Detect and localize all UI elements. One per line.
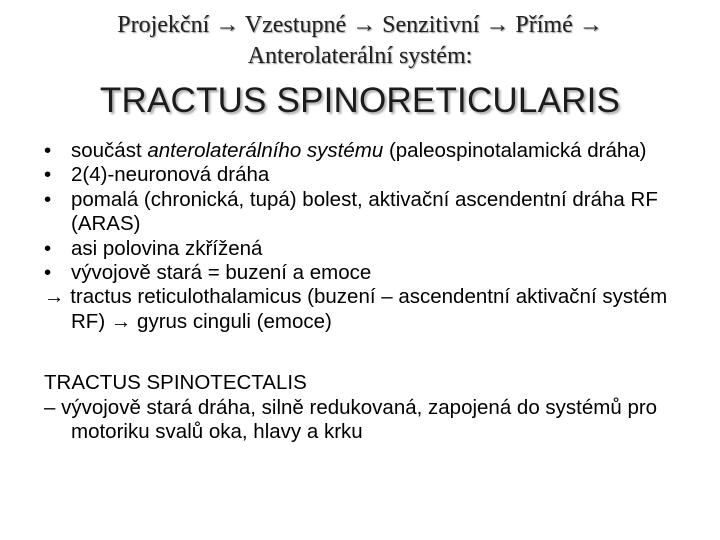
bullet-text-suffix: (paleospinotalamická dráha) xyxy=(383,139,647,162)
bullet-dot: • xyxy=(44,187,52,211)
bullet-item xyxy=(44,237,704,261)
subtitle-line-2: Anterolaterální systém: xyxy=(247,43,473,69)
subtitle-line-1: Projekční → Vzestupné → Senzitivní → Přímé → xyxy=(117,12,603,38)
bullet-text-prefix: součást xyxy=(71,139,148,162)
bullet-dot: • xyxy=(44,261,52,285)
slide-body xyxy=(44,139,704,444)
bullet-dot: • xyxy=(44,163,52,187)
bullet-item xyxy=(44,139,704,163)
bullet-dot: • xyxy=(44,139,52,162)
bullet-item xyxy=(44,188,704,237)
spacer xyxy=(44,334,704,371)
arrow-line: → tractus reticulothalamicus (buzení – ascendentní aktivační systém RF) → gyrus cinguli (emoce) xyxy=(44,285,668,333)
bullet-item xyxy=(44,163,704,187)
slide-subtitle xyxy=(0,10,720,72)
section2-heading: TRACTUS SPINOTECTALIS xyxy=(44,371,307,395)
bullet-text: 2(4)-neuronová dráha xyxy=(71,163,270,187)
bullet-text: asi polovina zkřížená xyxy=(71,236,263,260)
slide-title: TRACTUS SPINORETICULARIS xyxy=(99,81,621,120)
bullet-text: vývojově stará = buzení a emoce xyxy=(71,261,372,285)
bullet-item xyxy=(44,261,704,285)
bullet-text-italic: anterolaterálního systému xyxy=(147,139,384,162)
bullet-text: pomalá (chronická, tupá) bolest, aktivační ascendentní dráha RF (ARAS) xyxy=(71,187,658,236)
bullet-dot: • xyxy=(44,236,52,260)
section2-text: – vývojově stará dráha, silně redukovaná, zapojená do systémů pro motoriku svalů oka, hlavy a krku xyxy=(44,395,658,444)
